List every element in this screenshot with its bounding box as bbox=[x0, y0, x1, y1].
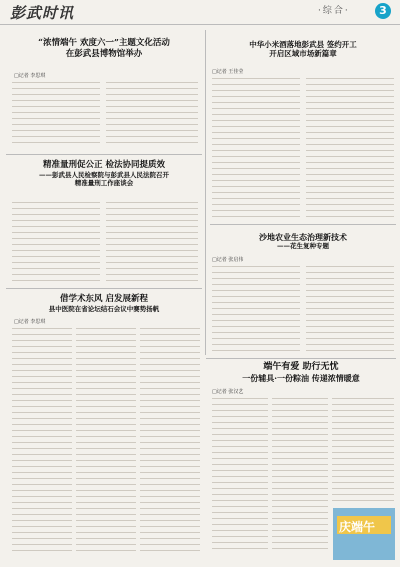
article-body bbox=[332, 396, 394, 504]
headline-line-2: ——彭武县人民检察院与彭武县人民法院召开 bbox=[39, 170, 169, 179]
headline-line-2: ——花生复种专题 bbox=[277, 242, 329, 250]
article-body bbox=[106, 200, 198, 282]
article-body bbox=[212, 396, 268, 554]
article-body bbox=[272, 396, 328, 554]
headline-line-1: “浓情端午 欢度六一”主题文化活动 bbox=[38, 38, 170, 48]
headline-line-2: 县中医院在省论坛结石会议中赛势扬帆 bbox=[48, 304, 160, 313]
article-headline bbox=[210, 232, 396, 250]
article-body bbox=[12, 326, 72, 554]
article-byline: □记者 王佳莹 bbox=[212, 69, 244, 75]
article-headline bbox=[210, 40, 396, 59]
article-body bbox=[140, 326, 200, 554]
article-body bbox=[306, 76, 394, 218]
page-number-badge: 3 bbox=[375, 3, 391, 19]
headline-line-2: 在彭武县博物馆举办 bbox=[65, 48, 143, 59]
column-divider bbox=[205, 30, 206, 355]
masthead bbox=[0, 0, 400, 25]
article-body bbox=[106, 80, 198, 148]
article-byline: □记者 张汉艺 bbox=[212, 389, 244, 395]
divider bbox=[6, 154, 202, 155]
headline-line-2: 一份辅具·一份粽油 传递浓情暖意 bbox=[242, 373, 360, 384]
article-byline: □记者 张启伟 bbox=[212, 257, 244, 263]
headline-line-1: 端午有爱 助行无忧 bbox=[263, 362, 339, 372]
article-byline: □记者 李思琪 bbox=[14, 319, 46, 325]
headline-line-1: 中华小米酒落地彭武县 签约开工 bbox=[249, 40, 357, 49]
headline-line-1: 借学术东风 启发展新程 bbox=[60, 294, 148, 304]
photo-title: 庆端午 bbox=[339, 520, 376, 534]
headline-line-3: 精准量刑工作座谈会 bbox=[74, 178, 134, 187]
article-body bbox=[76, 326, 136, 554]
article-headline bbox=[206, 362, 396, 383]
divider bbox=[206, 358, 396, 359]
article-byline: □记者 李思琪 bbox=[14, 73, 46, 79]
headline-line-2: 开启区域市场新篇章 bbox=[269, 49, 337, 59]
divider bbox=[210, 224, 396, 225]
headline-line-1: 沙地农业生态治理新技术 bbox=[259, 232, 347, 242]
article-headline bbox=[6, 160, 202, 187]
divider bbox=[6, 288, 202, 289]
newspaper-logo: 彭武时讯 bbox=[10, 4, 75, 22]
article-body bbox=[12, 80, 100, 148]
article-headline bbox=[6, 294, 202, 313]
article-body bbox=[212, 264, 300, 354]
article-body bbox=[12, 200, 100, 282]
article-body bbox=[306, 264, 394, 354]
article-body bbox=[212, 76, 300, 218]
section-label: ·综合· bbox=[318, 6, 350, 16]
headline-line-1: 精准量刑促公正 检法协同提质效 bbox=[43, 160, 165, 170]
photo bbox=[333, 508, 395, 560]
article-headline bbox=[6, 38, 202, 59]
